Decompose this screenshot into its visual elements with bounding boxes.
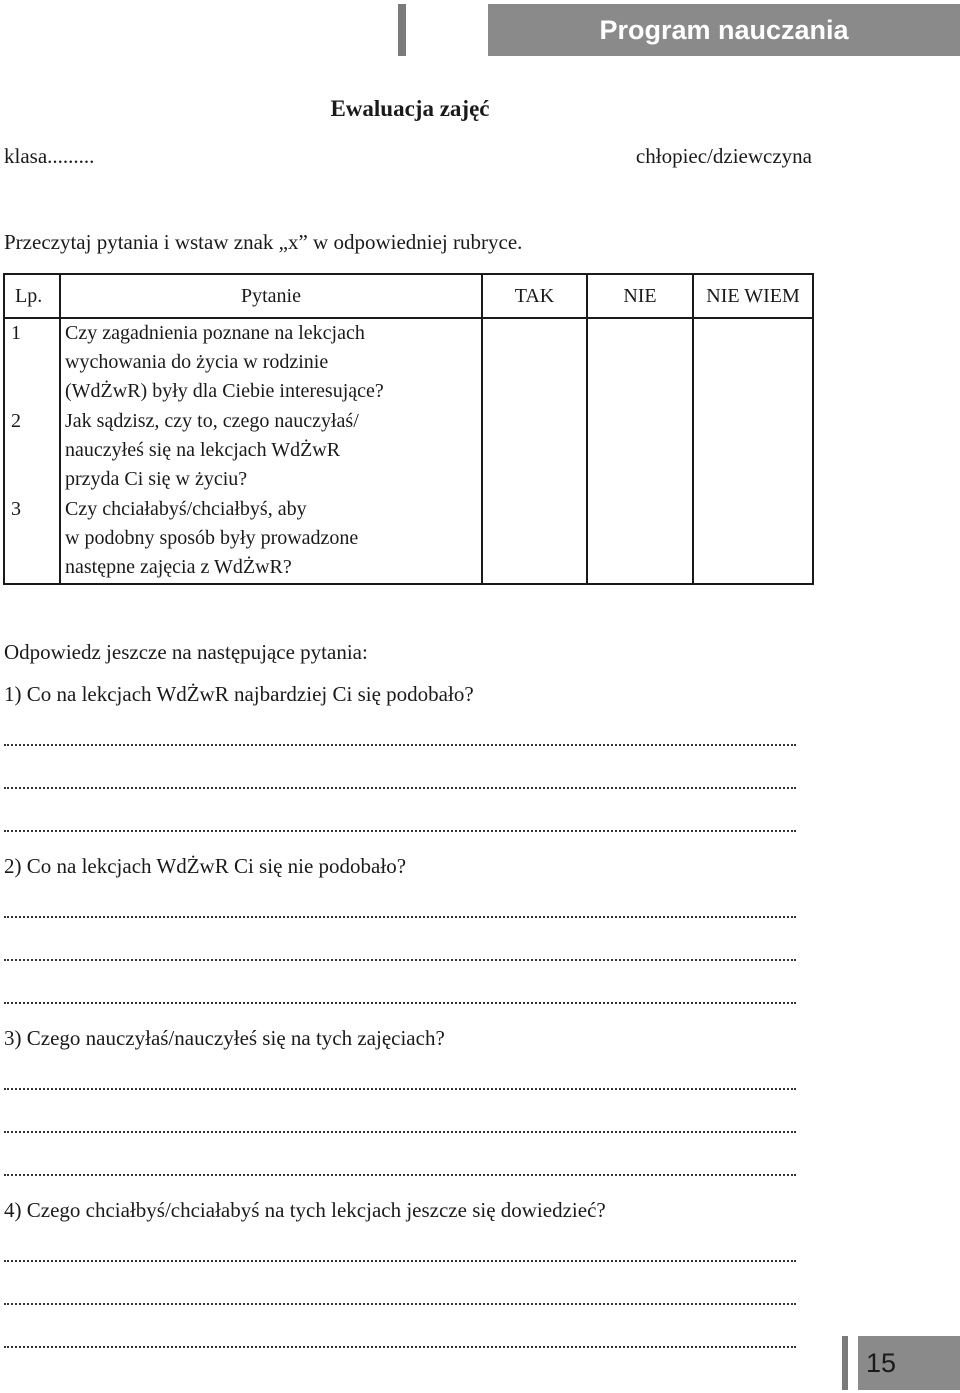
answer-line[interactable] [4, 1172, 796, 1176]
answer-no-cell[interactable] [587, 318, 693, 584]
header-no: NIE [587, 274, 693, 318]
header-accent-bar [398, 4, 406, 56]
row-number: 3 [11, 498, 21, 520]
page-number: 15 [866, 1347, 897, 1378]
table-body-row [4, 318, 813, 584]
page-number-accent-bar [842, 1336, 848, 1390]
header-title: Program nauczania [599, 14, 849, 45]
gender-field: chłopiec/dziewczyna [635, 144, 812, 168]
numbers-column [4, 318, 60, 584]
evaluation-table [3, 273, 814, 585]
header-banner [488, 4, 960, 56]
answer-dontknow-cell[interactable] [693, 318, 813, 584]
answer-line[interactable] [4, 1000, 796, 1004]
answer-line[interactable] [4, 1086, 796, 1090]
page-number-box [858, 1336, 960, 1390]
answer-line[interactable] [4, 1344, 796, 1348]
page-title: Ewaluacja zajęć [330, 96, 490, 121]
class-field: klasa......... [4, 144, 95, 168]
question-text: Czy chciałabyś/chciałbyś, aby w podobny sposób były prowadzone następne zajęcia z WdŻwR? [65, 498, 359, 578]
questions-column [60, 318, 482, 584]
open-question: 1) Co na lekcjach WdŻwR najbardziej Ci się podobało? [4, 682, 474, 706]
table-header-row [4, 274, 813, 318]
question-text: Czy zagadnienia poznane na lekcjach wychowania do życia w rodzinie (WdŻwR) były dla Ciebie interesujące? [65, 322, 384, 402]
header-lp: Lp. [4, 274, 60, 318]
open-questions-intro: Odpowiedz jeszcze na następujące pytania: [4, 640, 368, 664]
answer-yes-cell[interactable] [482, 318, 587, 584]
header-yes: TAK [482, 274, 587, 318]
question-text: Jak sądzisz, czy to, czego nauczyłaś/ nauczyłeś się na lekcjach WdŻwR przyda Ci się w życiu? [65, 410, 359, 490]
answer-line[interactable] [4, 1301, 796, 1305]
header-dontknow: NIE WIEM [693, 274, 813, 318]
answer-line[interactable] [4, 957, 796, 961]
open-question: 4) Czego chciałbyś/chciałabyś na tych lekcjach jeszcze się dowiedzieć? [4, 1198, 606, 1222]
row-number: 2 [11, 410, 21, 432]
row-number: 1 [11, 322, 21, 344]
open-question: 3) Czego nauczyłaś/nauczyłeś się na tych zajęciach? [4, 1026, 445, 1050]
answer-line[interactable] [4, 828, 796, 832]
instruction-text: Przeczytaj pytania i wstaw znak „x” w odpowiedniej rubryce. [4, 230, 523, 254]
open-question: 2) Co na lekcjach WdŻwR Ci się nie podobało? [4, 854, 407, 878]
answer-line[interactable] [4, 785, 796, 789]
header-question: Pytanie [60, 274, 482, 318]
answer-line[interactable] [4, 1258, 796, 1262]
answer-line[interactable] [4, 742, 796, 746]
answer-line[interactable] [4, 1129, 796, 1133]
answer-line[interactable] [4, 914, 796, 918]
